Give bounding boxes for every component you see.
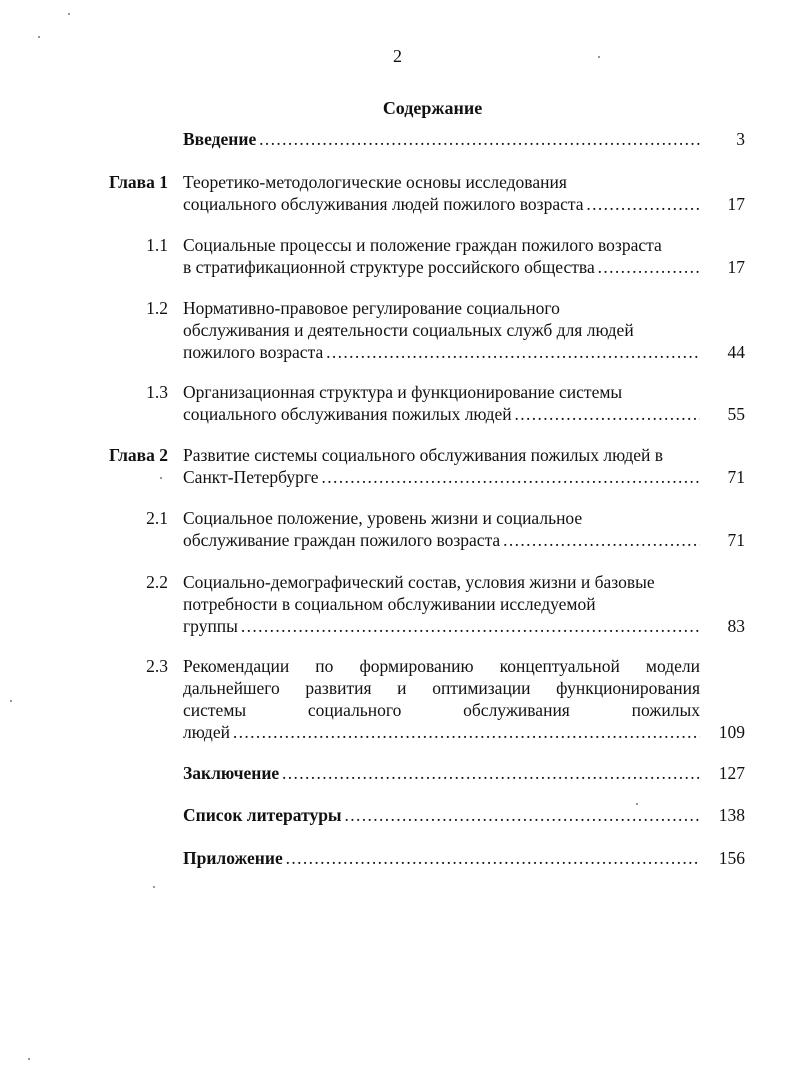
toc-page-number: 44	[727, 342, 745, 362]
toc-page-number: 17	[727, 194, 745, 214]
toc-entry-line: Рекомендации по формированию концептуальной модели	[183, 656, 700, 676]
toc-page-number: 3	[736, 129, 745, 149]
toc-entry-title: Список литературы . . .	[183, 804, 700, 826]
toc-section-label: 1.1	[146, 235, 168, 255]
toc-entry-line: Нормативно-правовое регулирование социального	[183, 298, 560, 318]
toc-entry-line: Организационная структура и функционирование системы	[183, 382, 623, 402]
toc-entry-title: Заключение . . .	[183, 762, 700, 784]
toc-page-number: 138	[718, 805, 745, 825]
toc-entry-line: социального обслуживания пожилых людей . . .	[183, 403, 700, 425]
toc-section-label: 2.2	[146, 572, 168, 592]
toc-entry-line: дальнейшего развития и оптимизации функционирования	[183, 678, 700, 698]
toc-section-label: 1.3	[146, 382, 168, 402]
scan-speck	[153, 886, 155, 888]
toc-entry-line: Социально-демографический состав, условия жизни и базовые	[183, 572, 655, 592]
toc-page-number: 127	[718, 763, 745, 783]
toc-chapter-label: Глава 2	[108, 445, 168, 465]
toc-section-label: 2.1	[146, 508, 168, 528]
toc-entry-line: пожилого возраста . . .	[183, 341, 700, 363]
toc-entry-line: в стратификационной структуре российского общества . . .	[183, 256, 700, 278]
scan-speck	[10, 700, 12, 702]
toc-entry-line: системы социального обслуживания пожилых	[183, 700, 700, 720]
toc-entry-line: Теоретико-методологические основы исследования	[183, 172, 567, 192]
toc-entry-line: обслуживание граждан пожилого возраста . . .	[183, 529, 700, 551]
page-number: 2	[393, 46, 402, 66]
toc-entry-line: Санкт-Петербурге . . .	[183, 466, 700, 488]
toc-entry-line: Развитие системы социального обслуживания пожилых людей в	[183, 445, 664, 465]
toc-entry-title: Введение . . .	[183, 128, 700, 150]
scan-speck	[28, 1058, 30, 1060]
toc-entry-title: Приложение . . .	[183, 847, 700, 869]
toc-section-label: 1.2	[146, 298, 168, 318]
toc-chapter-label: Глава 1	[108, 172, 168, 192]
toc-page-number: 71	[727, 467, 745, 487]
toc-entry-line: группы . . .	[183, 615, 700, 637]
toc-page-number: 83	[727, 616, 745, 636]
toc-entry-line: обслуживания и деятельности социальных служб для людей	[183, 320, 634, 340]
toc-entry-line: социального обслуживания людей пожилого возраста . . .	[183, 193, 700, 215]
toc-section-label: 2.3	[146, 656, 168, 676]
scan-speck	[68, 13, 70, 15]
scan-speck	[636, 803, 638, 805]
toc-page-number: 17	[727, 257, 745, 277]
toc-page-number: 156	[718, 848, 745, 868]
toc-page-number: 55	[727, 404, 745, 424]
toc-entry-line: потребности в социальном обслуживании исследуемой	[183, 594, 596, 614]
toc-page-number: 109	[718, 722, 745, 742]
scan-speck	[38, 36, 40, 38]
toc-entry-line: Социальное положение, уровень жизни и социальное	[183, 508, 583, 528]
toc-title: Содержание	[382, 98, 483, 118]
toc-page-number: 71	[727, 530, 745, 550]
toc-entry-line: людей . . .	[183, 721, 700, 743]
scan-speck	[598, 56, 600, 58]
toc-entry-line: Социальные процессы и положение граждан пожилого возраста	[183, 235, 662, 255]
scan-speck	[160, 477, 162, 479]
